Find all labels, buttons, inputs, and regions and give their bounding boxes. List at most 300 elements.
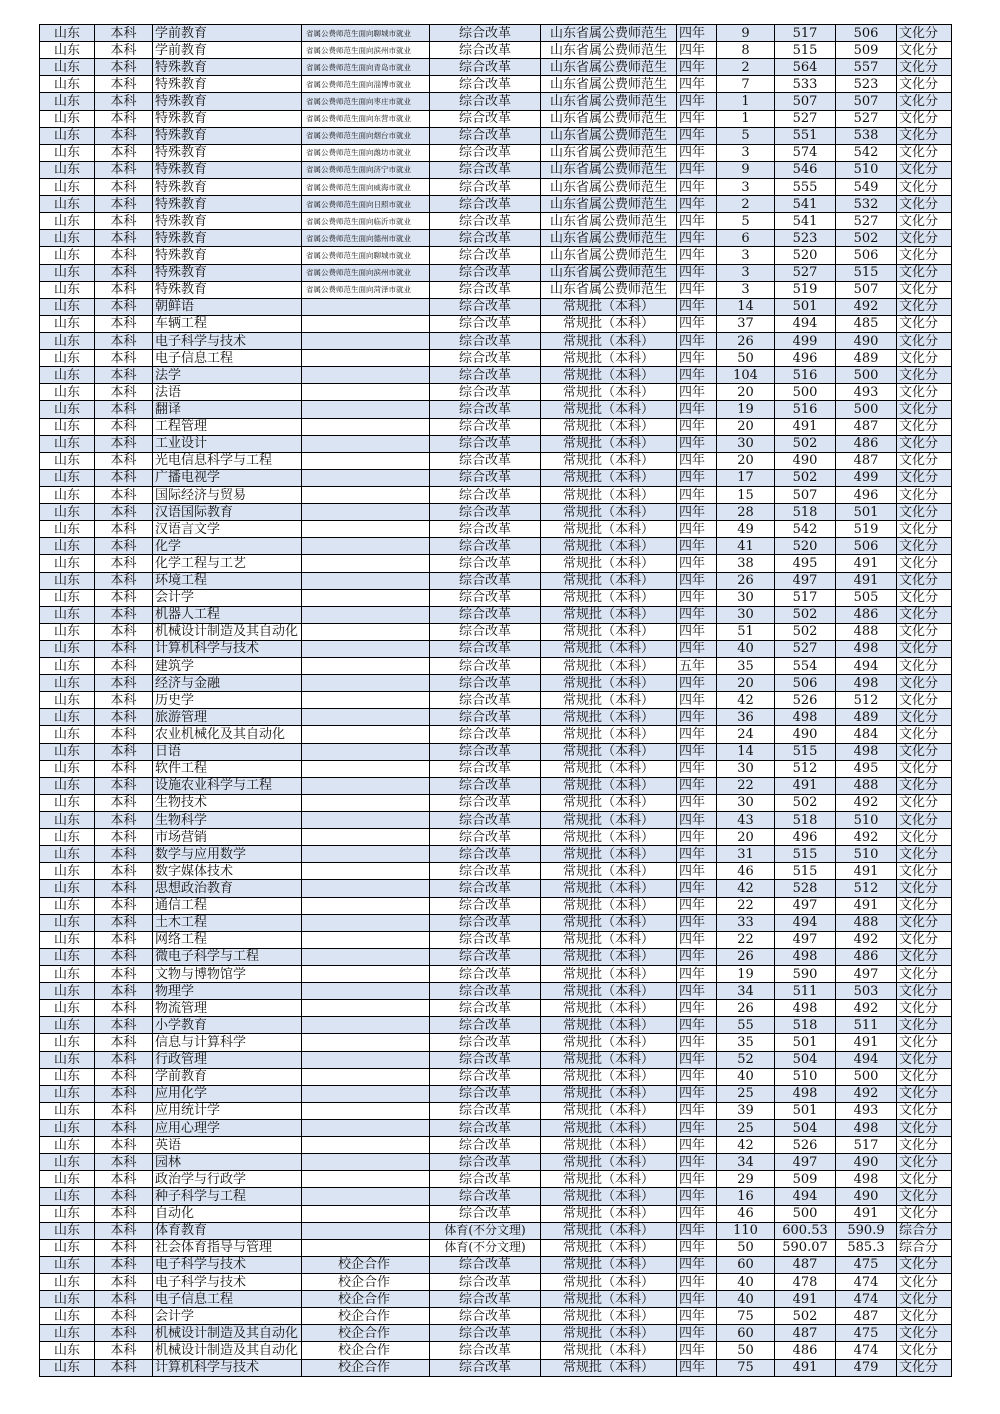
cell-min-score: 474: [836, 1273, 897, 1290]
cell-max-score: 494: [775, 315, 836, 332]
cell-min-score: 492: [836, 931, 897, 948]
cell-batch: 常规批（本科）: [541, 812, 677, 829]
cell-min-score: 506: [836, 538, 897, 555]
cell-plan: 46: [717, 863, 775, 880]
cell-plan: 60: [717, 1325, 775, 1342]
cell-level: 本科: [95, 213, 153, 230]
table-row: [40, 897, 952, 914]
cell-min-score: 492: [836, 794, 897, 811]
cell-major: 体育教育: [153, 1222, 302, 1239]
cell-major: 特殊教育: [153, 281, 302, 298]
cell-score-type: 文化分: [897, 589, 952, 606]
cell-plan: 8: [717, 42, 775, 59]
cell-remark: [302, 1120, 430, 1137]
table-row: [40, 469, 952, 486]
cell-province: 山东: [40, 367, 95, 384]
cell-batch: 常规批（本科）: [541, 555, 677, 572]
cell-score-type: 文化分: [897, 264, 952, 281]
cell-province: 山东: [40, 25, 95, 42]
table-row: [40, 264, 952, 281]
cell-province: 山东: [40, 161, 95, 178]
cell-major: 小学教育: [153, 1017, 302, 1034]
cell-subject: 综合改革: [430, 332, 541, 349]
cell-batch: 常规批（本科）: [541, 504, 677, 521]
cell-major: 工程管理: [153, 418, 302, 435]
cell-major: 环境工程: [153, 572, 302, 589]
cell-max-score: 486: [775, 1342, 836, 1359]
cell-min-score: 487: [836, 1308, 897, 1325]
cell-max-score: 516: [775, 367, 836, 384]
cell-min-score: 500: [836, 401, 897, 418]
cell-province: 山东: [40, 93, 95, 110]
cell-level: 本科: [95, 196, 153, 213]
cell-min-score: 515: [836, 264, 897, 281]
cell-min-score: 490: [836, 1154, 897, 1171]
cell-province: 山东: [40, 538, 95, 555]
cell-major: 政治学与行政学: [153, 1171, 302, 1188]
cell-duration: 四年: [677, 538, 717, 555]
cell-province: 山东: [40, 418, 95, 435]
table-row: [40, 42, 952, 59]
cell-max-score: 496: [775, 829, 836, 846]
cell-level: 本科: [95, 521, 153, 538]
cell-score-type: 文化分: [897, 538, 952, 555]
cell-subject: 综合改革: [430, 606, 541, 623]
cell-remark: [302, 726, 430, 743]
cell-subject: 综合改革: [430, 1085, 541, 1102]
cell-max-score: 519: [775, 281, 836, 298]
cell-major: 法语: [153, 384, 302, 401]
cell-subject: 综合改革: [430, 1291, 541, 1308]
cell-province: 山东: [40, 812, 95, 829]
cell-max-score: 507: [775, 93, 836, 110]
cell-duration: 四年: [677, 298, 717, 315]
cell-level: 本科: [95, 555, 153, 572]
cell-min-score: 509: [836, 42, 897, 59]
cell-score-type: 文化分: [897, 452, 952, 469]
cell-batch: 山东省属公费师范生: [541, 281, 677, 298]
cell-min-score: 557: [836, 59, 897, 76]
cell-province: 山东: [40, 42, 95, 59]
cell-score-type: 文化分: [897, 25, 952, 42]
cell-duration: 四年: [677, 1034, 717, 1051]
cell-score-type: 文化分: [897, 1325, 952, 1342]
cell-max-score: 498: [775, 1085, 836, 1102]
cell-subject: 综合改革: [430, 1308, 541, 1325]
cell-level: 本科: [95, 846, 153, 863]
cell-remark: 校企合作: [302, 1256, 430, 1273]
cell-province: 山东: [40, 914, 95, 931]
cell-batch: 常规批（本科）: [541, 298, 677, 315]
cell-batch: 常规批（本科）: [541, 1256, 677, 1273]
cell-province: 山东: [40, 435, 95, 452]
cell-subject: 综合改革: [430, 1256, 541, 1273]
cell-score-type: 文化分: [897, 640, 952, 657]
cell-plan: 36: [717, 709, 775, 726]
cell-province: 山东: [40, 469, 95, 486]
cell-subject: 综合改革: [430, 846, 541, 863]
cell-subject: 综合改革: [430, 59, 541, 76]
cell-plan: 19: [717, 966, 775, 983]
cell-remark: [302, 1085, 430, 1102]
cell-score-type: 文化分: [897, 93, 952, 110]
cell-subject: 综合改革: [430, 863, 541, 880]
cell-duration: 四年: [677, 1205, 717, 1222]
cell-score-type: 文化分: [897, 572, 952, 589]
cell-subject: 综合改革: [430, 401, 541, 418]
cell-duration: 四年: [677, 315, 717, 332]
cell-max-score: 491: [775, 777, 836, 794]
cell-duration: 四年: [677, 1308, 717, 1325]
cell-subject: 综合改革: [430, 25, 541, 42]
cell-min-score: 590.9: [836, 1222, 897, 1239]
cell-duration: 四年: [677, 1137, 717, 1154]
cell-max-score: 554: [775, 658, 836, 675]
cell-subject: 综合改革: [430, 93, 541, 110]
cell-score-type: 文化分: [897, 726, 952, 743]
cell-level: 本科: [95, 1188, 153, 1205]
cell-score-type: 文化分: [897, 59, 952, 76]
cell-remark: 省属公费师范生面向青岛市就业: [302, 59, 430, 76]
cell-major: 学前教育: [153, 42, 302, 59]
cell-plan: 33: [717, 914, 775, 931]
cell-level: 本科: [95, 1205, 153, 1222]
cell-plan: 2: [717, 196, 775, 213]
cell-remark: [302, 1051, 430, 1068]
cell-major: 特殊教育: [153, 230, 302, 247]
cell-score-type: 文化分: [897, 1068, 952, 1085]
cell-major: 生物科学: [153, 812, 302, 829]
cell-max-score: 600.53: [775, 1222, 836, 1239]
cell-major: 光电信息科学与工程: [153, 452, 302, 469]
cell-major: 数字媒体技术: [153, 863, 302, 880]
cell-score-type: 文化分: [897, 846, 952, 863]
cell-level: 本科: [95, 127, 153, 144]
admission-score-table: [39, 24, 952, 1377]
cell-remark: [302, 572, 430, 589]
table-row: [40, 230, 952, 247]
cell-remark: 校企合作: [302, 1342, 430, 1359]
cell-plan: 34: [717, 1154, 775, 1171]
cell-duration: 四年: [677, 59, 717, 76]
table-row: [40, 247, 952, 264]
cell-max-score: 527: [775, 640, 836, 657]
cell-subject: 综合改革: [430, 486, 541, 503]
table-row: [40, 486, 952, 503]
cell-subject: 综合改革: [430, 966, 541, 983]
cell-remark: [302, 486, 430, 503]
cell-subject: 综合改革: [430, 1137, 541, 1154]
cell-province: 山东: [40, 555, 95, 572]
cell-min-score: 474: [836, 1291, 897, 1308]
cell-level: 本科: [95, 315, 153, 332]
cell-duration: 四年: [677, 1239, 717, 1256]
table-row: [40, 794, 952, 811]
table-row: [40, 1342, 952, 1359]
cell-province: 山东: [40, 658, 95, 675]
cell-subject: 综合改革: [430, 760, 541, 777]
table-row: [40, 572, 952, 589]
cell-min-score: 542: [836, 144, 897, 161]
table-row: [40, 1205, 952, 1222]
cell-min-score: 491: [836, 863, 897, 880]
cell-subject: 综合改革: [430, 350, 541, 367]
cell-plan: 75: [717, 1359, 775, 1376]
cell-duration: 四年: [677, 247, 717, 264]
cell-max-score: 515: [775, 846, 836, 863]
cell-remark: [302, 418, 430, 435]
cell-province: 山东: [40, 401, 95, 418]
cell-batch: 常规批（本科）: [541, 1291, 677, 1308]
cell-min-score: 497: [836, 966, 897, 983]
cell-max-score: 499: [775, 332, 836, 349]
cell-remark: [302, 623, 430, 640]
cell-batch: 常规批（本科）: [541, 1325, 677, 1342]
cell-level: 本科: [95, 1291, 153, 1308]
cell-score-type: 文化分: [897, 675, 952, 692]
cell-major: 数学与应用数学: [153, 846, 302, 863]
table-row: [40, 350, 952, 367]
cell-remark: 省属公费师范生面向德州市就业: [302, 230, 430, 247]
cell-plan: 26: [717, 332, 775, 349]
cell-min-score: 506: [836, 25, 897, 42]
cell-score-type: 文化分: [897, 1205, 952, 1222]
cell-remark: [302, 1017, 430, 1034]
cell-batch: 山东省属公费师范生: [541, 161, 677, 178]
cell-max-score: 490: [775, 726, 836, 743]
cell-plan: 22: [717, 931, 775, 948]
cell-level: 本科: [95, 1102, 153, 1119]
cell-score-type: 文化分: [897, 777, 952, 794]
cell-duration: 四年: [677, 264, 717, 281]
cell-major: 计算机科学与技术: [153, 1359, 302, 1376]
cell-province: 山东: [40, 966, 95, 983]
cell-plan: 9: [717, 161, 775, 178]
cell-score-type: 综合分: [897, 1222, 952, 1239]
cell-subject: 综合改革: [430, 538, 541, 555]
cell-remark: [302, 692, 430, 709]
cell-batch: 常规批（本科）: [541, 1034, 677, 1051]
cell-subject: 综合改革: [430, 1120, 541, 1137]
cell-level: 本科: [95, 880, 153, 897]
cell-plan: 15: [717, 486, 775, 503]
cell-level: 本科: [95, 76, 153, 93]
table-row: [40, 161, 952, 178]
cell-subject: 综合改革: [430, 1342, 541, 1359]
cell-level: 本科: [95, 1034, 153, 1051]
cell-duration: 四年: [677, 931, 717, 948]
cell-major: 广播电视学: [153, 469, 302, 486]
cell-major: 特殊教育: [153, 76, 302, 93]
table-row: [40, 1239, 952, 1256]
cell-score-type: 文化分: [897, 555, 952, 572]
cell-min-score: 498: [836, 640, 897, 657]
cell-province: 山东: [40, 880, 95, 897]
table-row: [40, 178, 952, 195]
cell-plan: 104: [717, 367, 775, 384]
cell-min-score: 475: [836, 1325, 897, 1342]
cell-major: 市场营销: [153, 829, 302, 846]
cell-level: 本科: [95, 25, 153, 42]
cell-score-type: 文化分: [897, 1188, 952, 1205]
cell-batch: 常规批（本科）: [541, 794, 677, 811]
cell-batch: 常规批（本科）: [541, 709, 677, 726]
cell-duration: 四年: [677, 572, 717, 589]
cell-batch: 常规批（本科）: [541, 623, 677, 640]
cell-level: 本科: [95, 743, 153, 760]
cell-province: 山东: [40, 983, 95, 1000]
table-row: [40, 504, 952, 521]
cell-province: 山东: [40, 59, 95, 76]
cell-level: 本科: [95, 1154, 153, 1171]
cell-province: 山东: [40, 504, 95, 521]
cell-remark: 省属公费师范生面向聊城市就业: [302, 247, 430, 264]
cell-major: 行政管理: [153, 1051, 302, 1068]
cell-max-score: 495: [775, 555, 836, 572]
cell-score-type: 文化分: [897, 1085, 952, 1102]
cell-max-score: 502: [775, 435, 836, 452]
cell-score-type: 文化分: [897, 931, 952, 948]
cell-batch: 常规批（本科）: [541, 640, 677, 657]
cell-level: 本科: [95, 469, 153, 486]
cell-subject: 体育(不分文理): [430, 1222, 541, 1239]
table-row: [40, 1000, 952, 1017]
cell-batch: 常规批（本科）: [541, 452, 677, 469]
cell-batch: 常规批（本科）: [541, 315, 677, 332]
cell-province: 山东: [40, 640, 95, 657]
cell-batch: 常规批（本科）: [541, 1205, 677, 1222]
cell-remark: [302, 846, 430, 863]
table-row: [40, 435, 952, 452]
cell-subject: 综合改革: [430, 230, 541, 247]
cell-province: 山东: [40, 1291, 95, 1308]
table-row: [40, 1085, 952, 1102]
cell-major: 朝鲜语: [153, 298, 302, 315]
cell-level: 本科: [95, 812, 153, 829]
cell-score-type: 文化分: [897, 298, 952, 315]
cell-level: 本科: [95, 658, 153, 675]
cell-province: 山东: [40, 1068, 95, 1085]
cell-province: 山东: [40, 692, 95, 709]
cell-score-type: 文化分: [897, 692, 952, 709]
cell-plan: 20: [717, 675, 775, 692]
cell-subject: 综合改革: [430, 931, 541, 948]
cell-duration: 四年: [677, 504, 717, 521]
cell-subject: 综合改革: [430, 897, 541, 914]
cell-score-type: 文化分: [897, 897, 952, 914]
cell-level: 本科: [95, 144, 153, 161]
cell-batch: 常规批（本科）: [541, 1239, 677, 1256]
cell-plan: 20: [717, 452, 775, 469]
cell-score-type: 文化分: [897, 469, 952, 486]
cell-major: 机器人工程: [153, 606, 302, 623]
cell-score-type: 文化分: [897, 401, 952, 418]
cell-remark: [302, 675, 430, 692]
cell-duration: 四年: [677, 948, 717, 965]
cell-subject: 综合改革: [430, 42, 541, 59]
cell-min-score: 491: [836, 572, 897, 589]
cell-max-score: 502: [775, 794, 836, 811]
cell-duration: 四年: [677, 743, 717, 760]
cell-duration: 四年: [677, 213, 717, 230]
cell-min-score: 491: [836, 897, 897, 914]
cell-subject: 综合改革: [430, 675, 541, 692]
cell-major: 特殊教育: [153, 213, 302, 230]
cell-remark: [302, 298, 430, 315]
cell-duration: 四年: [677, 281, 717, 298]
cell-duration: 四年: [677, 110, 717, 127]
cell-subject: 综合改革: [430, 1068, 541, 1085]
cell-province: 山东: [40, 144, 95, 161]
cell-batch: 常规批（本科）: [541, 1051, 677, 1068]
cell-remark: [302, 1188, 430, 1205]
table-row: [40, 281, 952, 298]
table-row: [40, 144, 952, 161]
cell-score-type: 文化分: [897, 144, 952, 161]
cell-duration: 四年: [677, 401, 717, 418]
cell-batch: 常规批（本科）: [541, 538, 677, 555]
cell-level: 本科: [95, 1068, 153, 1085]
cell-batch: 常规批（本科）: [541, 777, 677, 794]
cell-max-score: 528: [775, 880, 836, 897]
cell-duration: 四年: [677, 1017, 717, 1034]
cell-max-score: 501: [775, 298, 836, 315]
cell-province: 山东: [40, 1000, 95, 1017]
cell-level: 本科: [95, 931, 153, 948]
cell-province: 山东: [40, 1034, 95, 1051]
cell-remark: [302, 401, 430, 418]
cell-max-score: 541: [775, 213, 836, 230]
table-row: [40, 880, 952, 897]
cell-level: 本科: [95, 983, 153, 1000]
cell-min-score: 499: [836, 469, 897, 486]
cell-min-score: 493: [836, 1102, 897, 1119]
cell-plan: 24: [717, 726, 775, 743]
cell-min-score: 486: [836, 948, 897, 965]
cell-max-score: 504: [775, 1120, 836, 1137]
cell-major: 学前教育: [153, 25, 302, 42]
cell-max-score: 497: [775, 897, 836, 914]
cell-min-score: 503: [836, 983, 897, 1000]
cell-remark: [302, 367, 430, 384]
table-row: [40, 1222, 952, 1239]
cell-duration: 四年: [677, 93, 717, 110]
cell-duration: 四年: [677, 1171, 717, 1188]
cell-score-type: 文化分: [897, 794, 952, 811]
cell-max-score: 497: [775, 572, 836, 589]
cell-batch: 常规批（本科）: [541, 1068, 677, 1085]
cell-min-score: 475: [836, 1256, 897, 1273]
cell-max-score: 515: [775, 743, 836, 760]
cell-batch: 常规批（本科）: [541, 1359, 677, 1376]
cell-duration: 四年: [677, 555, 717, 572]
cell-remark: [302, 1154, 430, 1171]
cell-major: 特殊教育: [153, 59, 302, 76]
cell-duration: 四年: [677, 1085, 717, 1102]
table-row: [40, 367, 952, 384]
cell-subject: 综合改革: [430, 880, 541, 897]
table-row: [40, 1171, 952, 1188]
cell-major: 网络工程: [153, 931, 302, 948]
cell-level: 本科: [95, 1239, 153, 1256]
cell-major: 特殊教育: [153, 110, 302, 127]
table-row: [40, 418, 952, 435]
cell-max-score: 491: [775, 1291, 836, 1308]
cell-score-type: 文化分: [897, 658, 952, 675]
cell-subject: 综合改革: [430, 1017, 541, 1034]
cell-level: 本科: [95, 110, 153, 127]
cell-duration: 四年: [677, 1051, 717, 1068]
